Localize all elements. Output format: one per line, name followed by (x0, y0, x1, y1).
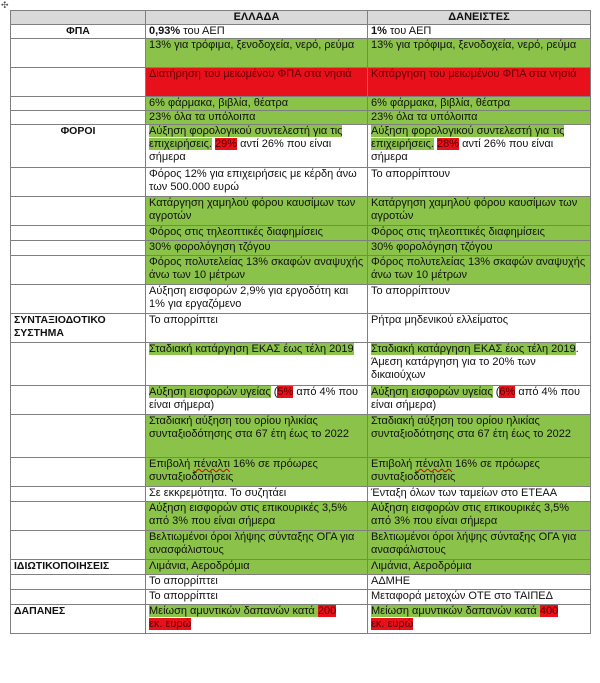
cell-lenders: Ρήτρα μηδενικού ελλείματος (368, 314, 591, 343)
cell-lenders: Αύξηση φορολογικού συντελεστή για τις επιχειρήσεις. 28% αντί 26% που είναι σήμερα (368, 125, 591, 168)
cell-lenders: 6% φάρμακα, βιβλία, θέατρα (368, 97, 591, 111)
cell-lenders: Το απορρίπτουν (368, 168, 591, 197)
cell-category (11, 241, 146, 256)
table-row (11, 458, 591, 487)
section-spending: ΔΑΠΑΝΕΣ (11, 605, 146, 634)
table-move-handle-icon[interactable]: ✣ (1, 0, 9, 10)
cell-lenders: Μεταφορά μετοχών ΟΤΕ στο ΤΑΙΠΕΔ (368, 590, 591, 605)
section-taxes: ΦΟΡΟΙ (11, 125, 146, 168)
cell-greece: 0,93% του ΑΕΠ (146, 25, 368, 39)
cell-greece: Το απορρίπτει (146, 575, 368, 590)
cell-lenders: Αύξηση εισφορών υγείας (6% από 4% που είναι σήμερα) (368, 386, 591, 415)
table-row (11, 111, 591, 125)
table-row (11, 343, 591, 386)
cell-category (11, 226, 146, 241)
table-row (11, 25, 591, 39)
cell-greece: Σταδιακή κατάργηση ΕΚΑΣ έως τέλη 2019 (146, 343, 368, 386)
comparison-table (10, 10, 591, 634)
cell-greece: Διατήρηση του μειωμένου ΦΠΑ στα νησιά (146, 68, 368, 97)
cell-lenders: 30% φορολόγηση τζόγου (368, 241, 591, 256)
cell-category (11, 531, 146, 560)
table-row (11, 285, 591, 314)
header-row (11, 11, 591, 25)
cell-greece: Το απορρίπτει (146, 314, 368, 343)
cell-greece: 6% φάρμακα, βιβλία, θέατρα (146, 97, 368, 111)
table-row (11, 68, 591, 97)
cell-lenders: Φόρος πολυτελείας 13% σκαφών αναψυχής άνω των 10 μέτρων (368, 256, 591, 285)
table-row (11, 97, 591, 111)
table-row (11, 487, 591, 502)
cell-category (11, 97, 146, 111)
cell-category (11, 415, 146, 458)
cell-category (11, 458, 146, 487)
cell-lenders: Φόρος στις τηλεοπτικές διαφημίσεις (368, 226, 591, 241)
cell-greece: 30% φορολόγηση τζόγου (146, 241, 368, 256)
section-pensions: ΣΥΝΤΑΞΙΟΔΟΤΙΚΟ ΣΥΣΤΗΜΑ (11, 314, 146, 343)
table-row (11, 241, 591, 256)
cell-greece: Βελτιωμένοι όροι λήψης σύνταξης ΟΓΑ για ανασφάλιστους (146, 531, 368, 560)
section-privatizations: ΙΔΙΩΤΙΚΟΠΟΙΗΣΕΙΣ (11, 560, 146, 575)
cell-category (11, 575, 146, 590)
table-row (11, 560, 591, 575)
cell-lenders: 23% όλα τα υπόλοιπα (368, 111, 591, 125)
cell-category (11, 502, 146, 531)
cell-greece: Λιμάνια, Αεροδρόμια (146, 560, 368, 575)
cell-category (11, 256, 146, 285)
cell-greece: 23% όλα τα υπόλοιπα (146, 111, 368, 125)
header-empty (11, 11, 146, 25)
cell-lenders: Κατάργηση χαμηλού φόρου καυσίμων των αγροτών (368, 197, 591, 226)
table-row (11, 531, 591, 560)
cell-greece: Αύξηση εισφορών 2,9% για εργοδότη και 1% για εργαζόμενο (146, 285, 368, 314)
table-row (11, 39, 591, 68)
cell-greece: Επιβολή πέναλτι 16% σε πρόωρες συνταξιοδοτήσεις (146, 458, 368, 487)
cell-greece: Φόρος πολυτελείας 13% σκαφών αναψυχής άνω των 10 μέτρων (146, 256, 368, 285)
table-row (11, 226, 591, 241)
header-lenders: ΔΑΝΕΙΣΤΕΣ (368, 11, 591, 25)
cell-category (11, 168, 146, 197)
cell-lenders: Βελτιωμένοι όροι λήψης σύνταξης ΟΓΑ για ανασφάλιστους (368, 531, 591, 560)
cell-category (11, 197, 146, 226)
cell-category (11, 68, 146, 97)
cell-category (11, 285, 146, 314)
cell-category (11, 487, 146, 502)
table-row (11, 590, 591, 605)
table-row (11, 575, 591, 590)
table-row (11, 256, 591, 285)
section-vat: ΦΠΑ (11, 25, 146, 39)
cell-greece: 13% για τρόφιμα, ξενοδοχεία, νερό, ρεύμα (146, 39, 368, 68)
header-greece: ΕΛΛΑΔΑ (146, 11, 368, 25)
table-row (11, 125, 591, 168)
cell-greece: Σε εκκρεμότητα. Το συζητάει (146, 487, 368, 502)
table-row (11, 168, 591, 197)
cell-category (11, 590, 146, 605)
cell-lenders: ΑΔΜΗΕ (368, 575, 591, 590)
cell-lenders: 1% του ΑΕΠ (368, 25, 591, 39)
cell-greece: Αύξηση εισφορών στις επικουρικές 3,5% από 3% που είναι σήμερα (146, 502, 368, 531)
cell-greece: Φόρος 12% για επιχειρήσεις με κέρδη άνω των 500.000 ευρώ (146, 168, 368, 197)
cell-lenders: Λιμάνια, Αεροδρόμια (368, 560, 591, 575)
cell-greece: Αύξηση εισφορών υγείας (5% από 4% που είναι σήμερα) (146, 386, 368, 415)
table-row (11, 386, 591, 415)
cell-greece: Φόρος στις τηλεοπτικές διαφημίσεις (146, 226, 368, 241)
cell-greece: Αύξηση φορολογικού συντελεστή για τις επιχειρήσεις. 29% αντί 26% που είναι σήμερα (146, 125, 368, 168)
table-row (11, 502, 591, 531)
cell-category (11, 39, 146, 68)
cell-lenders: Κατάργηση του μειωμένου ΦΠΑ στα νησιά (368, 68, 591, 97)
cell-greece: Σταδιακή αύξηση του ορίου ηλικίας συνταξιοδότησης στα 67 έτη έως το 2022 (146, 415, 368, 458)
cell-greece: Μείωση αμυντικών δαπανών κατά 200 εκ. ευρώ (146, 605, 368, 634)
cell-category (11, 343, 146, 386)
cell-lenders: Ένταξη όλων των ταμείων στο ΕΤΕΑΑ (368, 487, 591, 502)
cell-category (11, 386, 146, 415)
cell-lenders: 13% για τρόφιμα, ξενοδοχεία, νερό, ρεύμα (368, 39, 591, 68)
cell-lenders: Το απορρίπτουν (368, 285, 591, 314)
cell-greece: Το απορρίπτει (146, 590, 368, 605)
cell-lenders: Επιβολή πέναλτι 16% σε πρόωρες συνταξιοδοτήσεις (368, 458, 591, 487)
table-row (11, 314, 591, 343)
cell-lenders: Σταδιακή αύξηση του ορίου ηλικίας συνταξιοδότησης στα 67 έτη έως το 2022 (368, 415, 591, 458)
table-row (11, 197, 591, 226)
cell-lenders: Σταδιακή κατάργηση ΕΚΑΣ έως τέλη 2019. Άμεση κατάργηση για το 20% των δικαιούχων (368, 343, 591, 386)
table-row (11, 605, 591, 634)
cell-lenders: Μείωση αμυντικών δαπανών κατά 400 εκ. ευρώ (368, 605, 591, 634)
cell-category (11, 111, 146, 125)
cell-lenders: Αύξηση εισφορών στις επικουρικές 3,5% από 3% που είναι σήμερα (368, 502, 591, 531)
table-row (11, 415, 591, 458)
cell-greece: Κατάργηση χαμηλού φόρου καυσίμων των αγροτών (146, 197, 368, 226)
